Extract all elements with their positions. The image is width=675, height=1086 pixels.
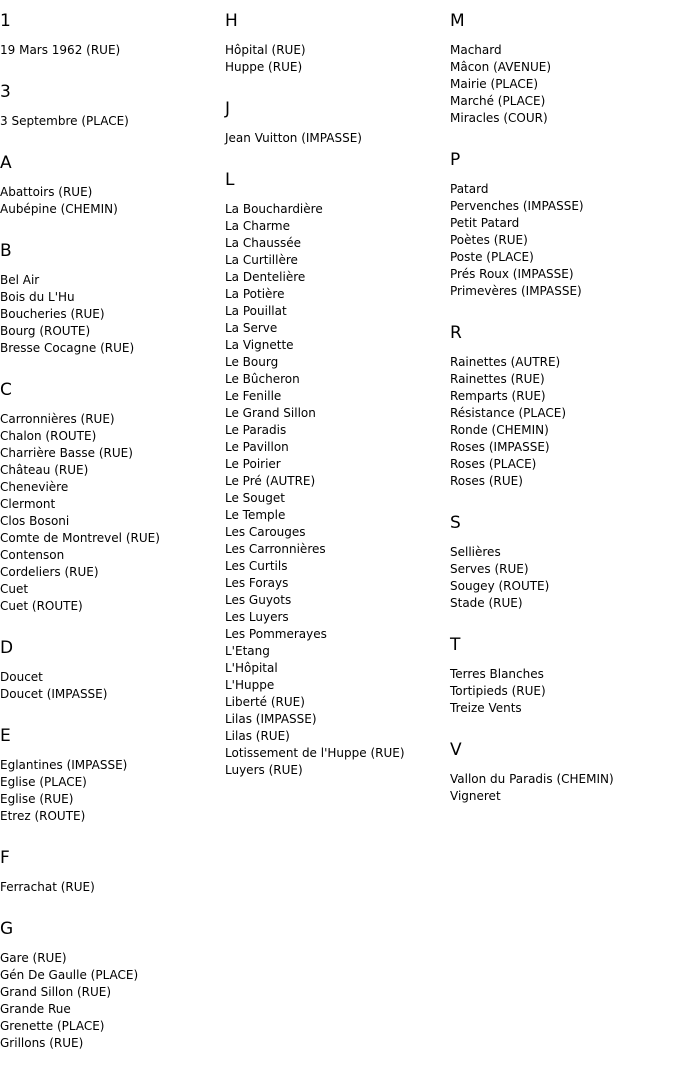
street-entry: Doucet xyxy=(0,670,43,684)
letter-group xyxy=(0,726,225,837)
street-entry: Patard xyxy=(450,182,489,196)
letter-group xyxy=(225,11,450,88)
group-spacer xyxy=(0,703,225,715)
street-entry: Eglise (PLACE) xyxy=(0,775,87,789)
group-spacer xyxy=(225,779,450,791)
street-entry: Résistance (PLACE) xyxy=(450,406,566,420)
street-entry: Jean Vuitton (IMPASSE) xyxy=(225,131,362,145)
street-entry: Carronnières (RUE) xyxy=(0,412,115,426)
street-entry: Primevères (IMPASSE) xyxy=(450,284,582,298)
street-entry: Mairie (PLACE) xyxy=(450,77,539,91)
street-entry: Hôpital (RUE) xyxy=(225,43,306,57)
street-entry: Les Guyots xyxy=(225,593,292,607)
street-entry: La Chaussée xyxy=(225,236,302,250)
letter-group xyxy=(450,740,675,817)
street-entry: Roses (IMPASSE) xyxy=(450,440,550,454)
street-list xyxy=(0,950,225,1052)
street-list xyxy=(0,42,225,59)
street-entry: Le Pré (AUTRE) xyxy=(225,474,316,488)
street-entry: Château (RUE) xyxy=(0,463,89,477)
street-entry: 19 Mars 1962 (RUE) xyxy=(0,43,121,57)
street-list xyxy=(225,130,450,147)
street-entry: Comte de Montrevel (RUE) xyxy=(0,531,160,545)
street-list xyxy=(0,272,225,357)
street-entry: Rainettes (AUTRE) xyxy=(450,355,561,369)
group-spacer xyxy=(0,59,225,71)
street-entry: Terres Blanches xyxy=(450,667,544,681)
street-list xyxy=(450,771,675,805)
letter-heading: 1 xyxy=(0,11,11,31)
street-list xyxy=(225,42,450,76)
street-entry: L'Etang xyxy=(225,644,270,658)
street-entry: Lilas (IMPASSE) xyxy=(225,712,317,726)
letter-group xyxy=(0,638,225,715)
street-entry: Gare (RUE) xyxy=(0,951,67,965)
group-spacer xyxy=(450,612,675,624)
letter-heading: H xyxy=(225,11,238,31)
street-entry: Petit Patard xyxy=(450,216,520,230)
street-list xyxy=(225,201,450,779)
street-list xyxy=(0,879,225,896)
index-column-2 xyxy=(225,0,450,791)
group-spacer xyxy=(450,300,675,312)
street-list xyxy=(450,354,675,490)
street-entry: Poste (PLACE) xyxy=(450,250,534,264)
letter-heading: F xyxy=(0,848,10,868)
street-entry: La Vignette xyxy=(225,338,294,352)
letter-heading: T xyxy=(450,635,461,655)
letter-group xyxy=(0,241,225,369)
street-entry: Abattoirs (RUE) xyxy=(0,185,93,199)
letter-group xyxy=(0,380,225,627)
letter-group xyxy=(0,919,225,1064)
street-entry: Bel Air xyxy=(0,273,40,287)
letter-heading: D xyxy=(0,638,14,658)
street-entry: Poètes (RUE) xyxy=(450,233,528,247)
group-spacer xyxy=(0,357,225,369)
street-entry: Machard xyxy=(450,43,502,57)
street-entry: Le Souget xyxy=(225,491,285,505)
street-list xyxy=(0,669,225,703)
letter-heading: A xyxy=(0,153,12,173)
group-spacer xyxy=(0,896,225,908)
letter-group xyxy=(450,513,675,624)
street-entry: Tortipieds (RUE) xyxy=(450,684,546,698)
letter-heading: M xyxy=(450,11,465,31)
street-entry: Charrière Basse (RUE) xyxy=(0,446,133,460)
street-entry: Les Carouges xyxy=(225,525,306,539)
street-entry: Vallon du Paradis (CHEMIN) xyxy=(450,772,614,786)
street-entry: La Pouillat xyxy=(225,304,287,318)
letter-group xyxy=(450,150,675,312)
letter-heading: P xyxy=(450,150,461,170)
letter-group xyxy=(450,11,675,139)
street-list xyxy=(0,757,225,825)
street-entry: Marché (PLACE) xyxy=(450,94,546,108)
street-entry: Sougey (ROUTE) xyxy=(450,579,550,593)
street-entry: Serves (RUE) xyxy=(450,562,529,576)
street-entry: Le Fenille xyxy=(225,389,282,403)
street-entry: L'Hôpital xyxy=(225,661,278,675)
street-entry: Mâcon (AVENUE) xyxy=(450,60,552,74)
street-entry: Remparts (RUE) xyxy=(450,389,546,403)
street-entry: Luyers (RUE) xyxy=(225,763,303,777)
street-entry: Le Grand Sillon xyxy=(225,406,316,420)
letter-heading: E xyxy=(0,726,11,746)
street-entry: Bourg (ROUTE) xyxy=(0,324,91,338)
street-entry: Eglise (RUE) xyxy=(0,792,74,806)
letter-heading: G xyxy=(0,919,14,939)
group-spacer xyxy=(0,825,225,837)
letter-group xyxy=(0,11,225,71)
street-list xyxy=(450,181,675,300)
street-entry: Cuet xyxy=(0,582,29,596)
street-entry: Lotissement de l'Huppe (RUE) xyxy=(225,746,405,760)
street-entry: Le Bourg xyxy=(225,355,279,369)
street-list xyxy=(450,544,675,612)
street-entry: Cordeliers (RUE) xyxy=(0,565,99,579)
letter-heading: S xyxy=(450,513,461,533)
letter-group xyxy=(0,153,225,230)
street-entry: Les Forays xyxy=(225,576,289,590)
street-entry: Les Pommerayes xyxy=(225,627,327,641)
street-entry: Etrez (ROUTE) xyxy=(0,809,86,823)
street-entry: Prés Roux (IMPASSE) xyxy=(450,267,574,281)
street-entry: Gén De Gaulle (PLACE) xyxy=(0,968,139,982)
group-spacer xyxy=(225,147,450,159)
street-entry: Bresse Cocagne (RUE) xyxy=(0,341,135,355)
street-entry: Contenson xyxy=(0,548,65,562)
street-entry: Les Carronnières xyxy=(225,542,326,556)
street-entry: Rainettes (RUE) xyxy=(450,372,545,386)
street-entry: Le Pavillon xyxy=(225,440,289,454)
street-entry: Clermont xyxy=(0,497,56,511)
street-entry: Le Poirier xyxy=(225,457,281,471)
index-column-1 xyxy=(0,0,225,1064)
group-spacer xyxy=(450,717,675,729)
street-entry: Le Temple xyxy=(225,508,286,522)
street-entry: L'Huppe xyxy=(225,678,275,692)
street-entry: La Serve xyxy=(225,321,278,335)
street-entry: Grand Sillon (RUE) xyxy=(0,985,112,999)
letter-heading: J xyxy=(225,99,231,119)
letter-heading: L xyxy=(225,170,235,190)
letter-group xyxy=(450,635,675,729)
street-entry: Miracles (COUR) xyxy=(450,111,548,125)
group-spacer xyxy=(450,490,675,502)
street-list xyxy=(0,113,225,130)
street-entry: Les Luyers xyxy=(225,610,289,624)
street-list xyxy=(450,42,675,127)
street-entry: La Bouchardière xyxy=(225,202,323,216)
street-entry: Treize Vents xyxy=(450,701,522,715)
street-entry: Stade (RUE) xyxy=(450,596,523,610)
street-entry: Pervenches (IMPASSE) xyxy=(450,199,584,213)
street-entry: Boucheries (RUE) xyxy=(0,307,105,321)
street-entry: Grillons (RUE) xyxy=(0,1036,84,1050)
street-entry: Doucet (IMPASSE) xyxy=(0,687,108,701)
letter-heading: V xyxy=(450,740,462,760)
street-entry: La Curtillère xyxy=(225,253,298,267)
letter-group xyxy=(0,848,225,908)
street-entry: Le Paradis xyxy=(225,423,287,437)
street-entry: La Potière xyxy=(225,287,285,301)
letter-heading: R xyxy=(450,323,462,343)
group-spacer xyxy=(0,615,225,627)
street-entry: Grenette (PLACE) xyxy=(0,1019,105,1033)
street-entry: Ronde (CHEMIN) xyxy=(450,423,549,437)
street-entry: Grande Rue xyxy=(0,1002,71,1016)
street-entry: Chalon (ROUTE) xyxy=(0,429,97,443)
letter-heading: B xyxy=(0,241,12,261)
letter-group xyxy=(450,323,675,502)
letter-group xyxy=(0,82,225,142)
street-entry: Cuet (ROUTE) xyxy=(0,599,83,613)
street-entry: La Dentelière xyxy=(225,270,306,284)
street-entry: Clos Bosoni xyxy=(0,514,70,528)
letter-heading: 3 xyxy=(0,82,11,102)
group-spacer xyxy=(0,130,225,142)
street-list xyxy=(0,184,225,218)
group-spacer xyxy=(0,1052,225,1064)
street-entry: Huppe (RUE) xyxy=(225,60,303,74)
letter-group xyxy=(225,99,450,159)
street-entry: Lilas (RUE) xyxy=(225,729,290,743)
street-entry: 3 Septembre (PLACE) xyxy=(0,114,129,128)
group-spacer xyxy=(225,76,450,88)
street-list xyxy=(0,411,225,615)
street-entry: Eglantines (IMPASSE) xyxy=(0,758,128,772)
index-column-3 xyxy=(450,0,675,817)
group-spacer xyxy=(450,127,675,139)
street-entry: Sellières xyxy=(450,545,501,559)
street-entry: Le Bûcheron xyxy=(225,372,300,386)
group-spacer xyxy=(450,805,675,817)
street-entry: Aubépine (CHEMIN) xyxy=(0,202,118,216)
street-entry: Ferrachat (RUE) xyxy=(0,880,95,894)
street-entry: La Charme xyxy=(225,219,290,233)
street-list xyxy=(450,666,675,717)
street-entry: Vigneret xyxy=(450,789,501,803)
letter-group xyxy=(225,170,450,791)
street-entry: Roses (RUE) xyxy=(450,474,523,488)
street-entry: Roses (PLACE) xyxy=(450,457,537,471)
street-entry: Liberté (RUE) xyxy=(225,695,305,709)
letter-heading: C xyxy=(0,380,12,400)
street-entry: Chenevière xyxy=(0,480,69,494)
street-entry: Bois du L'Hu xyxy=(0,290,75,304)
street-entry: Les Curtils xyxy=(225,559,288,573)
group-spacer xyxy=(0,218,225,230)
